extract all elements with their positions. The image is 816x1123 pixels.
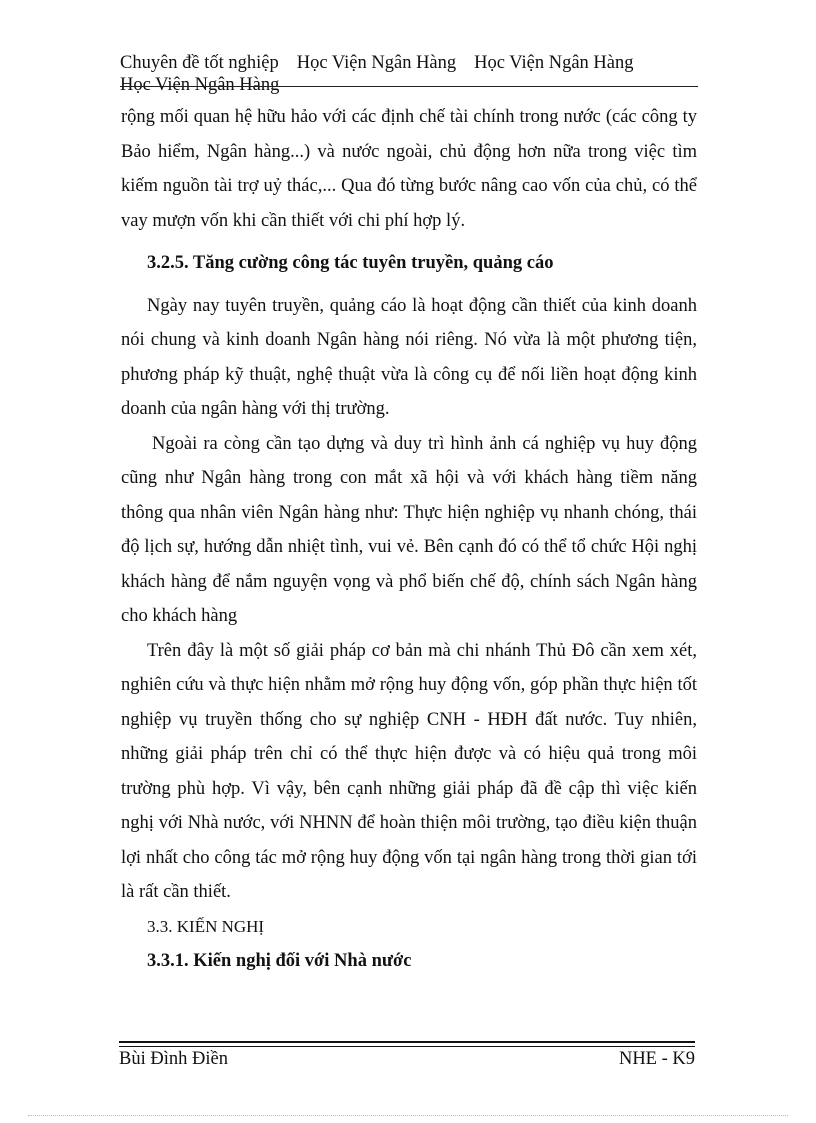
paragraph-image-building: Ngoài ra còng cần tạo dựng và duy trì hình ảnh cá nghiệp vụ huy động cũng như Ngân hàng trong con mắt xã hội và với khách hàng tiềm năng thông qua nhân viên Ngân hàng như: Thực hiện nghiệp vụ nhanh chóng, thái độ lịch sự, hướng dẫn nhiệt tình, vui vẻ. Bên cạnh đó có thể tổ chức Hội nghị khách hàng để nắm nguyện vọng và phổ biến chế độ, chính sách Ngân hàng cho khách hàng: [121, 433, 697, 626]
paragraph-summary: Trên đây là một số giải pháp cơ bản mà chi nhánh Thủ Đô cần xem xét, nghiên cứu và thực hiện nhằm mở rộng huy động vốn, góp phần thực hiện tốt nghiệp vụ truyền thống cho sự nghiệp CNH - HĐH đất nước. Tuy nhiên, những giải pháp trên chỉ có thể thực hiện được và có hiệu quả trong môi trường phù hợp. Vì vậy, bên cạnh những giải pháp đã đề cập thì việc kiến nghị với Nhà nước, với NHNN để hoàn thiện môi trường, tạo điều kiện thuận lợi nhất cho công tác mở rộng huy động vốn tại ngân hàng trong thời gian tới là rất cần thiết.: [121, 640, 697, 902]
header-institution-3: Học Viện Ngân Hàng: [120, 75, 280, 95]
section-heading-3-2-5: 3.2.5. Tăng cường công tác tuyên truyền, quảng cáo: [147, 253, 554, 273]
header-institution-1: Học Viện Ngân Hàng: [296, 53, 457, 73]
footer-class-code: NHE - K9: [618, 1049, 695, 1069]
header-line-1: [120, 52, 700, 74]
footer-author: Bùi Đình Điền: [119, 1049, 228, 1069]
header-institution-2: Học Viện Ngân Hàng: [474, 53, 634, 73]
page-header: [120, 52, 700, 96]
section-heading-3-3: 3.3. KIẾN NGHỊ: [147, 916, 265, 936]
paragraph-advertising: Ngày nay tuyên truyền, quảng cáo là hoạt động cần thiết của kinh doanh nói chung và kinh doanh Ngân hàng nói riêng. Nó vừa là một phương tiện, phương pháp kỹ thuật, nghệ thuật vừa là công cụ để nối liền hoạt động kinh doanh của ngân hàng với thị trường.: [121, 295, 697, 419]
section-heading-3-3-1: 3.3.1. Kiến nghị đối với Nhà nước: [147, 951, 412, 971]
header-rule: [120, 86, 698, 87]
header-thesis-title: Chuyên đề tốt nghiệp: [120, 53, 279, 73]
footer-rule: [119, 1041, 695, 1047]
document-body: [121, 100, 697, 979]
page-bottom-divider: [28, 1115, 788, 1116]
paragraph-continuation: rộng mối quan hệ hữu hảo với các định chế tài chính trong nước (các công ty Bảo hiểm, Ngân hàng...) và nước ngoài, chủ động hơn nữa trong việc tìm kiếm nguồn tài trợ uỷ thác,... Qua đó từng bước nâng cao vốn của chủ, có thể vay mượn vốn khi cần thiết với chi phí hợp lý.: [121, 107, 697, 231]
